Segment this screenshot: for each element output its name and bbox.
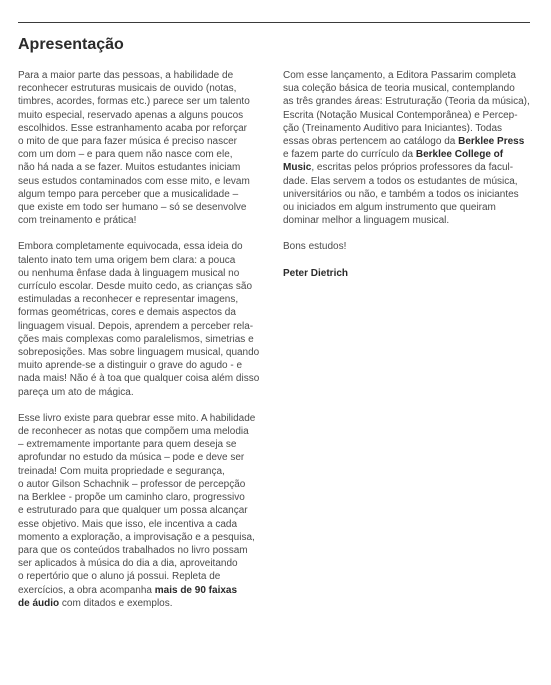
author-name: Peter Dietrich	[283, 267, 349, 279]
berklee-college-highlight: Berklee College of Music	[283, 149, 504, 174]
paragraph-3-end: com ditados e exemplos.	[59, 597, 173, 609]
paragraph-4	[283, 69, 545, 227]
berklee-press-highlight: Berklee Press	[458, 136, 525, 148]
page-title: Apresentação	[18, 36, 124, 53]
paragraph-4-text-b: e fazem parte do currículo da	[283, 149, 414, 161]
paragraph-1: Para a maior parte das pessoas, a habilidade de reconhecer estruturas musicais de ouvido (notas, timbres, acordes, formas etc.) parece ser um talento muito especial, reservado apenas a alguns poucos escolhidos. Esse estranhamento acaba por reforçar o mito de que para fazer música é preciso nascer com um dom – e para quem não nasce com ele, não há nada a se fazer. Muitos estudantes iniciam seus estudos contaminados com esse mito, e levam algum tempo para perceber que a musicalidade – que existe em todo ser humano – só se desenvolve com treinamento e prática!	[18, 70, 250, 227]
signature	[283, 267, 545, 280]
left-column	[18, 69, 276, 610]
paragraph-3	[18, 412, 276, 610]
paragraph-2: Embora completamente equivocada, essa ideia do talento inato tem uma origem bem clara: a pouca ou nenhuma ênfase dada à linguagem musical no currículo escolar. Desde muito cedo, as crianças são estimuladas a reconhecer e representar imagens, formas geométricas, cores e demais aspectos da linguagem visual. Depois, aprendem a perceber rela- ções mais complexas como paralelismos, simetrias e sobreposições. Mas sobre linguagem musical, quando muito aprende-se a distinguir o grave do agudo - e nada mais! Não é à toa que qualquer coisa além disso pareça um ato de mágica.	[18, 241, 260, 398]
paragraph-3-text: Esse livro existe para quebrar esse mito. A habilidade de reconhecer as notas que compõem uma melodia – extremamente importante para quem deseja se aprofundar no estudo da música – pode e deve ser treinada! Com muita propriedade e segurança, o autor Gilson Schachnik – professor de percepção na Berklee - propõe um caminho claro, progressivo e estruturado para que qualquer um possa alcançar esse objetivo. Mais que isso, ele incentiva a cada momento a exploração, a improvisação e a pesquisa, para que os conteúdos trabalhados no livro possam ser aplicados à música do dia a dia, aproveitando o repertório que o aluno já possui. Repleta de exercícios, a obra acompanha	[18, 412, 256, 596]
header-rule	[18, 22, 530, 23]
closing-line: Bons estudos!	[283, 241, 347, 253]
paragraph-4-text-a: Com esse lançamento, a Editora Passarim completa sua coleção básica de teoria musical, contemplando as três grandes áreas: Estruturação (Teoria da música), Escrita (Notação Musical Contemporânea) e Percep- ção (Treinamento Auditivo para Iniciantes). Todas essas obras pertencem ao catálogo da	[283, 70, 530, 148]
right-column	[283, 69, 545, 280]
paragraph-4-text-c: , escritas pelos próprios professores da facul- dade. Elas servem a todos os estudantes de música, universitários ou não, e também a todos os iniciantes ou iniciados em algum instrumento que queiram dominar melhor a linguagem musical.	[283, 162, 519, 227]
audio-tracks-highlight: mais de 90 faixas de áudio	[18, 584, 238, 609]
